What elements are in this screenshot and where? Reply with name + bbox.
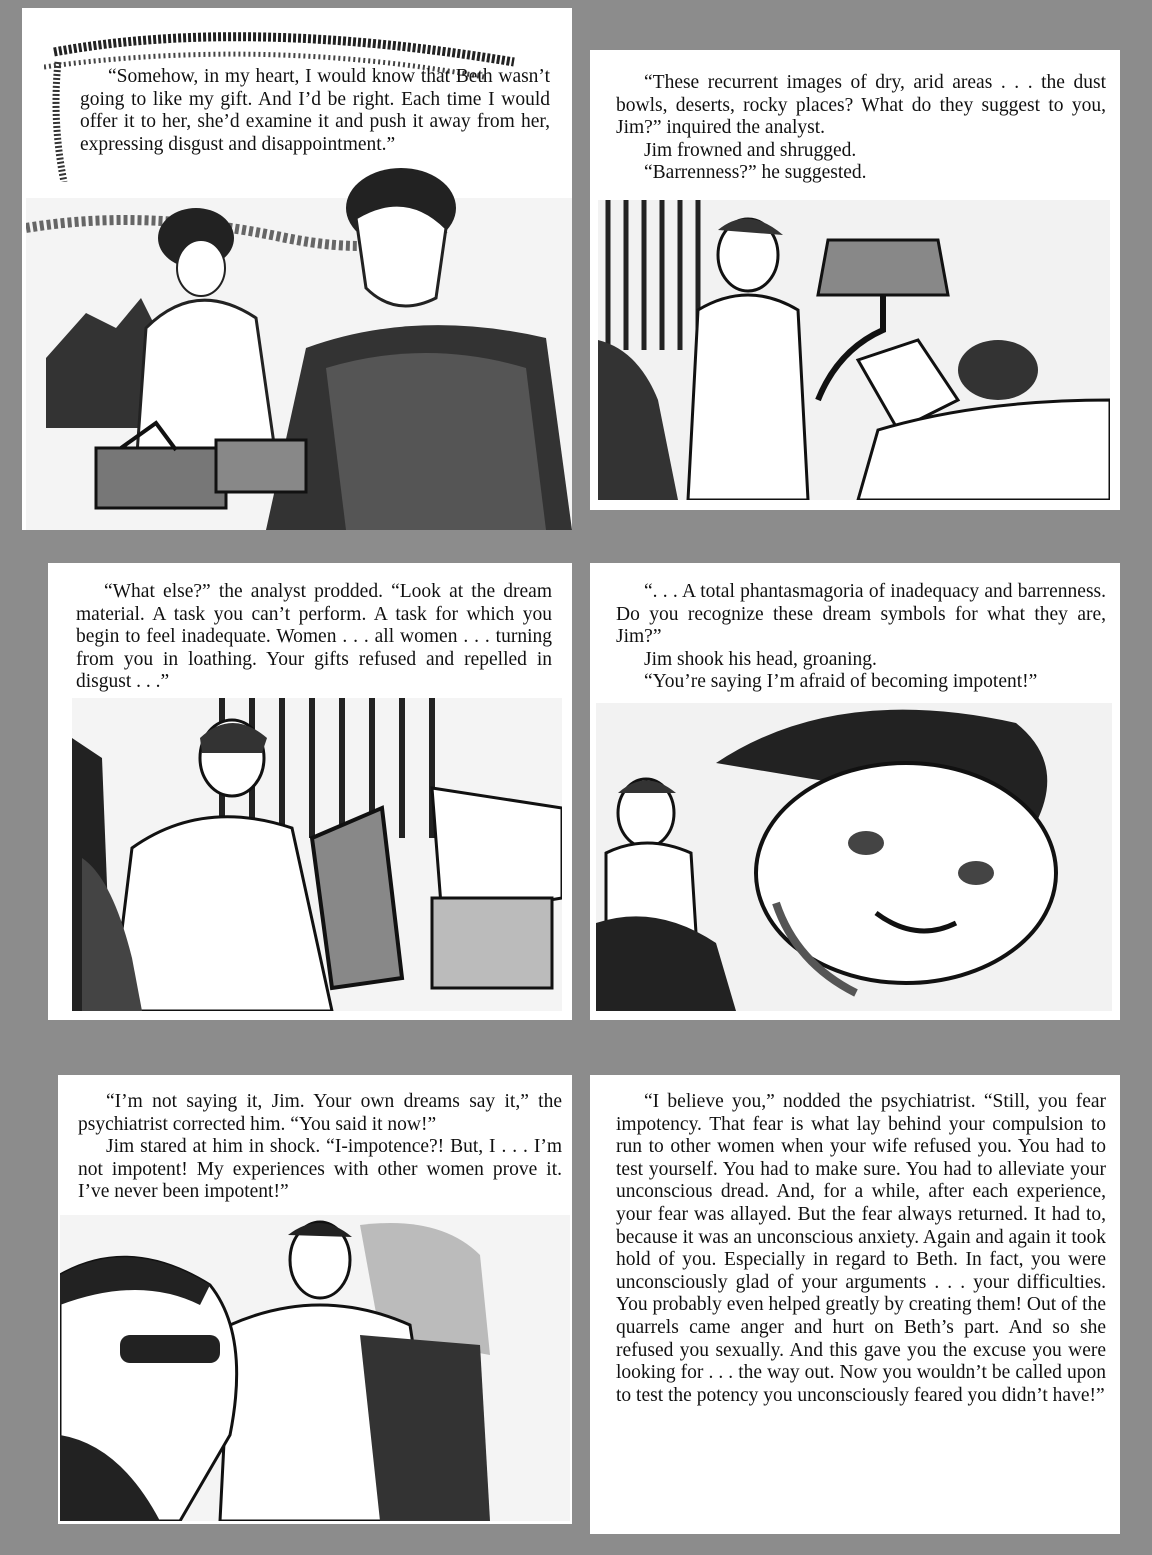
panel-3-caption [76, 581, 552, 694]
comic-panel-5 [58, 1075, 572, 1524]
caption-paragraph: Jim stared at him in shock. “I-impotence?! But, I . . . I’m not impotent! My experiences with other women prove it. I’ve never been impotent!” [78, 1136, 562, 1203]
comic-panel-4 [590, 563, 1120, 1020]
caption-paragraph: “Somehow, in my heart, I would know that Beth wasn’t going to like my gift. And I’d be right. Each time I would offer it to her, she’d examine it and push it away from her, expressing disgust and disappointment.” [80, 66, 550, 155]
analyst-couch-illustration [598, 200, 1110, 500]
caption-paragraph: “I’m not saying it, Jim. Your own dreams say it,” the psychiatrist corrected him. “You said it now!” [78, 1091, 562, 1135]
comic-panel-2 [590, 50, 1120, 510]
caption-paragraph: “What else?” the analyst prodded. “Look at the dream material. A task you can’t perform. A task for which you begin to feel inadequate. Women . . . all women . . . turning from you in loathing. Your gifts refused and repelled in disgust . . .” [76, 581, 552, 693]
comic-panel-1 [22, 8, 572, 530]
psychiatrist-jim-illustration [60, 1215, 570, 1521]
caption-paragraph: “These recurrent images of dry, arid areas . . . the dust bowls, deserts, rocky places? What do they suggest to you, Jim?” inquired the analyst. [616, 72, 1106, 139]
caption-paragraph: Jim frowned and shrugged. [644, 139, 857, 161]
caption-paragraph: Jim shook his head, groaning. [644, 648, 877, 670]
panel-6-caption [616, 1091, 1106, 1407]
panel-4-caption [616, 581, 1106, 694]
gift-refusal-illustration [26, 168, 572, 530]
panel-2-caption [616, 72, 1106, 185]
jim-closeup-illustration [596, 703, 1112, 1011]
panel-1-caption [80, 66, 550, 156]
caption-paragraph: “You’re saying I’m afraid of becoming impotent!” [644, 671, 1038, 693]
comic-panel-6 [590, 1075, 1120, 1534]
panel-5-caption [78, 1091, 562, 1204]
analyst-armchair-illustration [72, 698, 562, 1011]
comic-panel-3 [48, 563, 572, 1020]
caption-paragraph: “. . . A total phantasmagoria of inadequacy and barrenness. Do you recognize these dream symbols for what they are, Jim?” [616, 581, 1106, 648]
caption-paragraph: “I believe you,” nodded the psychiatrist. “Still, you fear impotency. That fear is what lay behind your compulsion to run to other women when your wife refused you. You had to test yourself. You had to make sure. You had to alleviate your unconscious dread. And, for a while, after each experience, your fear was allayed. But the fear always returned. It had to, because it was an unconscious anxiety. Again and again it took hold of you. Especially in regard to Beth. In fact, you were unconsciously glad of your arguments . . . your difficulties. You probably even helped greatly by creating them! Out of the quarrels came anger and hurt on Beth’s part. And so she refused you sexually. And this gave you the excuse you were looking for . . . the way out. Now you wouldn’t be called upon to test the potency you unconsciously feared you didn’t have!” [616, 1091, 1106, 1406]
caption-paragraph: “Barrenness?” he suggested. [644, 162, 867, 184]
